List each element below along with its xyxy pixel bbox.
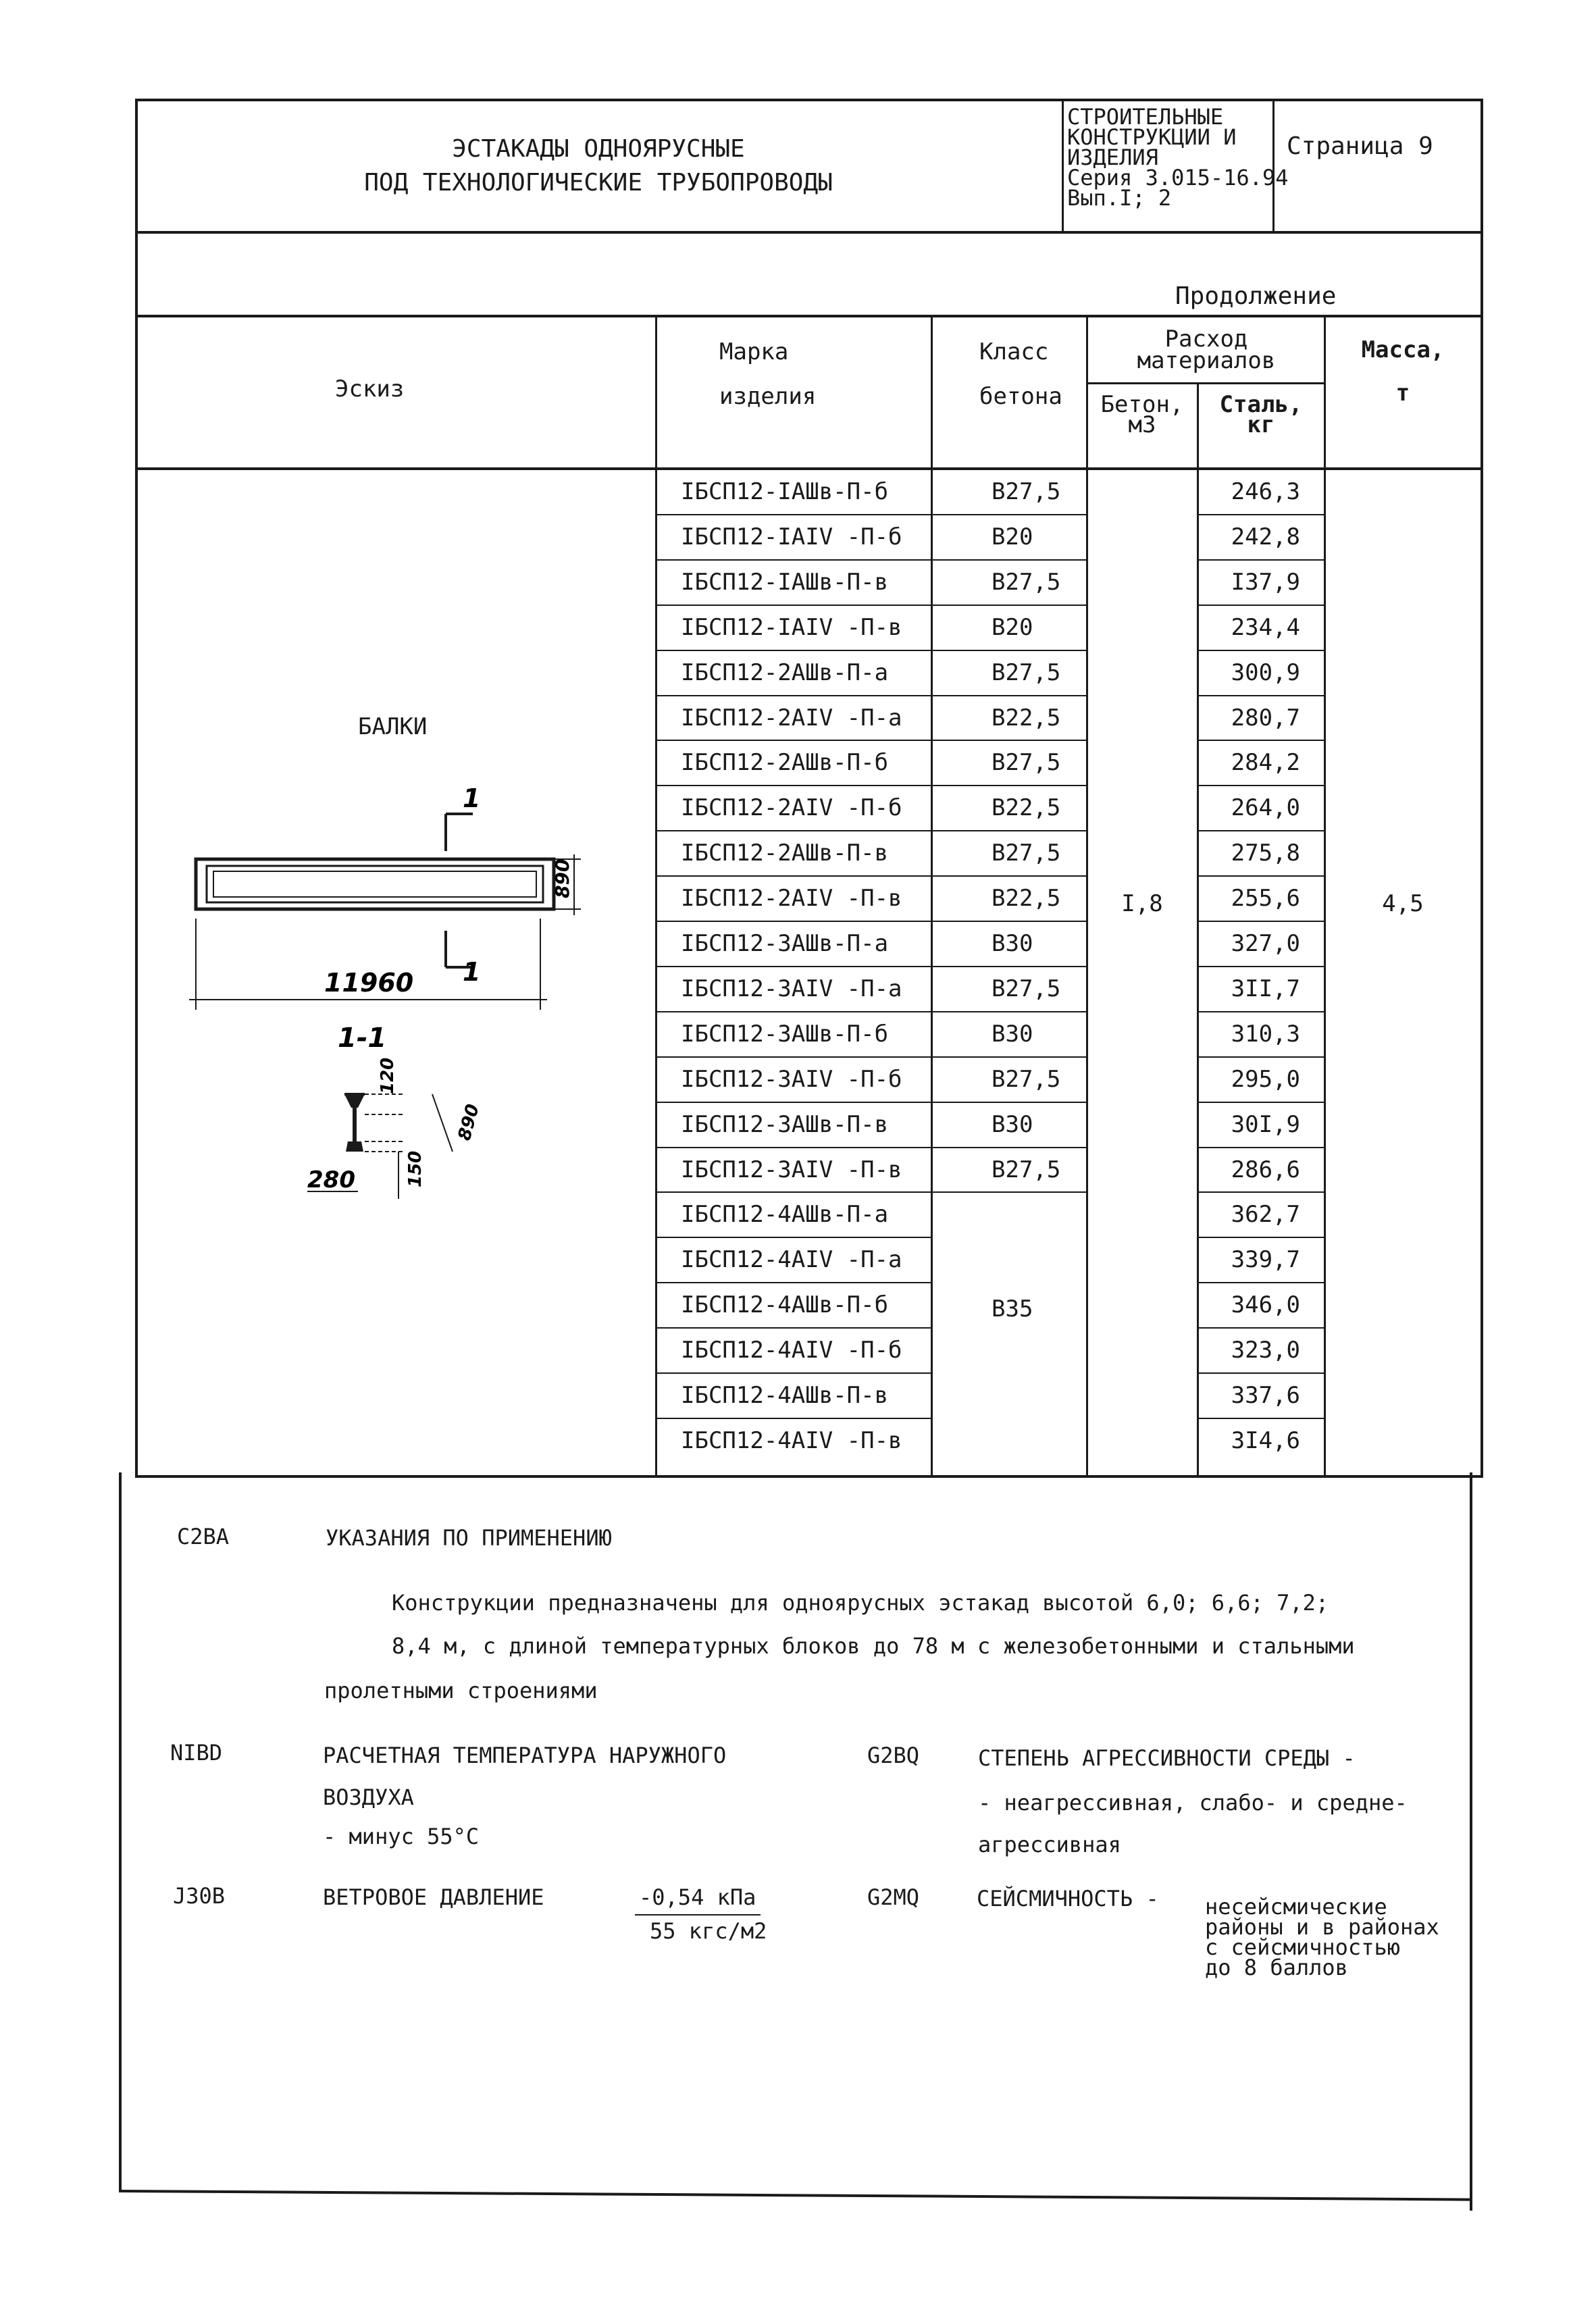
header-class-line-1: Класс — [979, 338, 1049, 365]
temperature-line-1: РАСЧЕТНАЯ ТЕМПЕРАТУРА НАРУЖНОГО — [323, 1743, 727, 1768]
notes-paragraph-line-1: Конструкции предназначены для одноярусных эстакад высотой 6,0; 6,6; 7,2; — [392, 1590, 1329, 1616]
row-steel-kg: 300,9 — [1231, 659, 1300, 686]
row-steel-kg: 242,8 — [1231, 523, 1300, 550]
row-mark: IБСП12-3АШв-П-в — [681, 1110, 889, 1138]
header-class — [979, 330, 1062, 419]
row-separator-steel — [1197, 605, 1325, 606]
row-steel-kg: 286,6 — [1231, 1156, 1300, 1183]
wind-fraction-line — [635, 1914, 761, 1916]
row-concrete-class: В22,5 — [992, 794, 1061, 822]
row-separator-steel — [1197, 1191, 1325, 1193]
row-steel-kg: 3II,7 — [1231, 975, 1300, 1002]
beam-sketch — [142, 777, 655, 1209]
table-header-bottom — [135, 467, 1483, 470]
header-mark — [719, 330, 816, 419]
row-separator-steel — [1197, 1237, 1325, 1238]
header-consumption-line-1: Расход — [1164, 326, 1248, 353]
height-dim-label: 890 — [551, 858, 573, 898]
title-block-bottom — [135, 231, 1483, 234]
code-j30b: J30B — [173, 1883, 226, 1909]
title-divider-1 — [1062, 99, 1064, 232]
row-mark: IБСП12-4АIV -П-в — [681, 1426, 902, 1454]
row-separator-mark — [655, 785, 1087, 786]
row-steel-kg: 337,6 — [1231, 1382, 1300, 1409]
row-separator-mark — [655, 740, 1087, 741]
series-line-2: КОНСТРУКЦИИ И — [1067, 124, 1237, 150]
row-steel-kg: 346,0 — [1231, 1291, 1300, 1319]
header-class-line-2: бетона — [979, 383, 1062, 410]
row-mark: IБСП12-4АIV -П-а — [681, 1246, 902, 1274]
page-number: Страница 9 — [1287, 132, 1433, 160]
seismic-detail — [1205, 1894, 1439, 1980]
series-info — [1067, 104, 1289, 211]
title-line-1: ЭСТАКАДЫ ОДНОЯРУСНЫЕ — [452, 135, 745, 163]
series-line-5: Вып.I; 2 — [1067, 185, 1172, 211]
row-concrete-class: В27,5 — [992, 1156, 1061, 1183]
row-separator-steel — [1197, 830, 1325, 831]
row-steel-kg: I37,9 — [1231, 568, 1300, 596]
table-top — [135, 315, 1483, 317]
frame-right-lower — [1470, 1472, 1472, 2211]
section-label: 1-1 — [338, 1023, 387, 1054]
row-mark: IБСП12-2АIV -П-а — [681, 704, 902, 731]
row-separator-steel — [1197, 1327, 1325, 1329]
frame-top — [135, 99, 1483, 101]
row-separator-steel — [1197, 1056, 1325, 1058]
row-separator-steel — [1197, 1102, 1325, 1103]
wind-value-2: 55 кгс/м2 — [650, 1918, 767, 1944]
aggressiveness-line-1: СТЕПЕНЬ АГРЕССИВНОСТИ СРЕДЫ - — [978, 1745, 1356, 1771]
row-concrete-class: В27,5 — [992, 749, 1061, 777]
row-concrete-class: В27,5 — [992, 840, 1061, 867]
dim-890-label: 890 — [454, 1102, 484, 1143]
document-title — [135, 132, 1062, 200]
row-mark: IБСП12-2АШв-П-а — [681, 659, 889, 686]
row-concrete-class: В22,5 — [992, 704, 1061, 731]
row-separator-steel — [1197, 514, 1325, 515]
row-steel-kg: 246,3 — [1231, 478, 1300, 505]
row-steel-kg: 275,8 — [1231, 840, 1300, 867]
length-dim-label: 11960 — [324, 968, 414, 998]
row-separator-mark — [655, 1056, 1087, 1058]
seismic-line-2: районы и в районах — [1205, 1914, 1439, 1940]
row-concrete-class: В27,5 — [992, 478, 1061, 505]
row-steel-kg: 255,6 — [1231, 885, 1300, 912]
row-mark: IБСП12-3АШв-П-а — [681, 930, 889, 957]
header-concrete-line-2: м3 — [1128, 411, 1156, 438]
header-concrete — [1087, 391, 1197, 438]
row-separator-steel — [1197, 785, 1325, 786]
frame-right-upper — [1481, 99, 1483, 1475]
row-separator-mark — [655, 966, 1087, 967]
row-steel-kg: 280,7 — [1231, 704, 1300, 731]
header-consumption — [1087, 326, 1325, 374]
row-separator-steel — [1197, 740, 1325, 741]
header-mass-line-1: Масса, — [1361, 336, 1445, 363]
row-mark: IБСП12-IАIV -П-б — [681, 523, 902, 550]
col-divider-concrete — [1197, 382, 1199, 1476]
row-separator-steel — [1197, 650, 1325, 651]
section-mark-bottom: 1 — [463, 957, 481, 987]
row-separator-steel — [1197, 1147, 1325, 1148]
notes-paragraph-line-3: пролетными строениями — [324, 1678, 598, 1703]
row-separator-steel — [1197, 1011, 1325, 1012]
header-steel-line-1: Сталь, — [1219, 391, 1303, 418]
header-steel — [1198, 391, 1324, 438]
consumption-subheader-line — [1087, 382, 1325, 384]
row-mark: IБСП12-3АIV -П-б — [681, 1065, 902, 1093]
seismic-line-3: с сейсмичностью — [1205, 1934, 1400, 1960]
code-nibd: NIBD — [170, 1740, 223, 1766]
row-mark: IБСП12-2АIV -П-в — [681, 885, 902, 912]
row-steel-kg: 362,7 — [1231, 1201, 1300, 1229]
row-mark: IБСП12-IАШв-П-б — [681, 478, 889, 505]
row-separator-mark — [655, 921, 1087, 922]
frame-bottom — [119, 2190, 1470, 2201]
row-separator-mark — [655, 559, 1087, 561]
row-separator-steel — [1197, 875, 1325, 877]
row-steel-kg: 30I,9 — [1231, 1110, 1300, 1138]
continuation-label: Продолжение — [1175, 282, 1337, 310]
row-concrete-class: В20 — [992, 613, 1033, 641]
row-separator-mark — [655, 1191, 1087, 1193]
row-concrete-class: В35 — [992, 1295, 1033, 1323]
aggressiveness-line-2: - неагрессивная, слабо- и средне- — [978, 1790, 1408, 1816]
row-steel-kg: 310,3 — [1231, 1020, 1300, 1048]
header-mark-line-1: Марка — [719, 338, 789, 365]
row-mark: IБСП12-IАШв-П-в — [681, 568, 889, 596]
header-mark-line-2: изделия — [719, 383, 817, 410]
row-separator-steel — [1197, 559, 1325, 561]
row-separator-mark — [655, 1011, 1087, 1012]
row-separator-mark — [655, 605, 1087, 606]
row-mark: IБСП12-4АШв-П-в — [681, 1382, 889, 1409]
row-concrete-class: В27,5 — [992, 568, 1061, 596]
header-steel-line-2: кг — [1247, 411, 1275, 438]
row-separator-steel — [1197, 966, 1325, 967]
code-g2bq: G2BQ — [867, 1743, 920, 1768]
notes-heading: УКАЗАНИЯ ПО ПРИМЕНЕНИЮ — [326, 1525, 612, 1551]
row-separator-mark — [655, 830, 1087, 831]
row-separator-mark — [655, 1102, 1087, 1103]
col-divider-sketch — [655, 315, 657, 1476]
row-separator-mark — [655, 1327, 932, 1329]
temperature-line-3: - минус 55°С — [323, 1824, 480, 1849]
row-concrete-class: В20 — [992, 523, 1033, 550]
row-mark: IБСП12-2АШв-П-в — [681, 840, 889, 867]
row-separator-mark — [655, 1372, 932, 1374]
row-concrete-class: В27,5 — [992, 659, 1061, 686]
code-c2ba: C2BA — [177, 1524, 230, 1549]
title-line-2: ПОД ТЕХНОЛОГИЧЕСКИЕ ТРУБОПРОВОДЫ — [364, 169, 833, 197]
row-steel-kg: 284,2 — [1231, 749, 1300, 777]
row-separator-mark — [655, 1147, 1087, 1148]
header-consumption-line-2: материалов — [1137, 347, 1276, 374]
row-separator-mark — [655, 514, 1087, 515]
seismic-label: СЕЙСМИЧНОСТЬ - — [977, 1886, 1159, 1911]
dim-280-label: 280 — [307, 1166, 355, 1193]
row-mark: IБСП12-3АIV -П-в — [681, 1156, 902, 1183]
row-steel-kg: 327,0 — [1231, 930, 1300, 957]
header-mass-line-2: т — [1395, 380, 1410, 407]
header-concrete-line-1: Бетон, — [1100, 391, 1184, 418]
row-mark: IБСП12-2АIV -П-б — [681, 794, 902, 822]
row-concrete-class: В30 — [992, 930, 1033, 957]
row-steel-kg: 234,4 — [1231, 613, 1300, 641]
row-steel-kg: 295,0 — [1231, 1065, 1300, 1093]
mass-value: 4,5 — [1382, 890, 1424, 917]
row-separator-mark — [655, 650, 1087, 651]
row-steel-kg: 339,7 — [1231, 1246, 1300, 1274]
row-mark: IБСП12-4АШв-П-а — [681, 1201, 889, 1229]
row-steel-kg: 3I4,6 — [1231, 1426, 1300, 1454]
row-separator-mark — [655, 875, 1087, 877]
row-concrete-class: В30 — [992, 1020, 1033, 1048]
frame-left-lower — [119, 1472, 122, 2192]
sketch-label: БАЛКИ — [358, 713, 428, 740]
row-steel-kg: 264,0 — [1231, 794, 1300, 822]
row-mark: IБСП12-4АШв-П-б — [681, 1291, 889, 1319]
wind-label: ВЕТРОВОЕ ДАВЛЕНИЕ — [323, 1884, 544, 1910]
row-separator-mark — [655, 695, 1087, 696]
row-concrete-class: В27,5 — [992, 975, 1061, 1002]
series-line-3: ИЗДЕЛИЯ — [1067, 145, 1158, 170]
row-concrete-class: В27,5 — [992, 1065, 1061, 1093]
row-mark: IБСП12-3АIV -П-а — [681, 975, 902, 1002]
row-concrete-class: В30 — [992, 1110, 1033, 1138]
row-separator-mark — [655, 1418, 932, 1419]
row-separator-steel — [1197, 1282, 1325, 1283]
row-separator-mark — [655, 1237, 932, 1238]
row-separator-steel — [1197, 921, 1325, 922]
row-concrete-class: В22,5 — [992, 885, 1061, 912]
code-g2mq: G2MQ — [867, 1884, 920, 1910]
dim-120-label: 120 — [378, 1057, 398, 1094]
row-separator-steel — [1197, 1372, 1325, 1374]
row-separator-mark — [655, 1282, 932, 1283]
frame-left-upper — [135, 99, 138, 1475]
header-mass — [1325, 328, 1481, 415]
row-mark: IБСП12-4АIV -П-б — [681, 1337, 902, 1364]
row-mark: IБСП12-2АШв-П-б — [681, 749, 889, 777]
row-separator-steel — [1197, 1418, 1325, 1419]
temperature-line-2: ВОЗДУХА — [323, 1784, 414, 1810]
series-line-4: Серия 3.015-16.94 — [1067, 165, 1289, 190]
row-steel-kg: 323,0 — [1231, 1337, 1300, 1364]
table-bottom — [135, 1475, 1483, 1478]
row-mark: IБСП12-3АШв-П-б — [681, 1020, 889, 1048]
seismic-line-1: несейсмические — [1205, 1894, 1387, 1920]
seismic-line-4: до 8 баллов — [1205, 1955, 1348, 1980]
row-separator-steel — [1197, 695, 1325, 696]
notes-paragraph-line-2: 8,4 м, с длиной температурных блоков до 78 м с железобетонными и стальными — [392, 1633, 1355, 1659]
dim-150-label: 150 — [405, 1150, 426, 1187]
row-mark: IБСП12-IАIV -П-в — [681, 613, 902, 641]
header-sketch: Эскиз — [335, 376, 405, 403]
series-line-1: СТРОИТЕЛЬНЫЕ — [1067, 104, 1224, 130]
aggressiveness-line-3: агрессивная — [978, 1832, 1121, 1857]
wind-value-1: -0,54 кПа — [639, 1884, 756, 1910]
concrete-volume: I,8 — [1121, 890, 1163, 917]
section-mark-top: 1 — [463, 783, 481, 813]
